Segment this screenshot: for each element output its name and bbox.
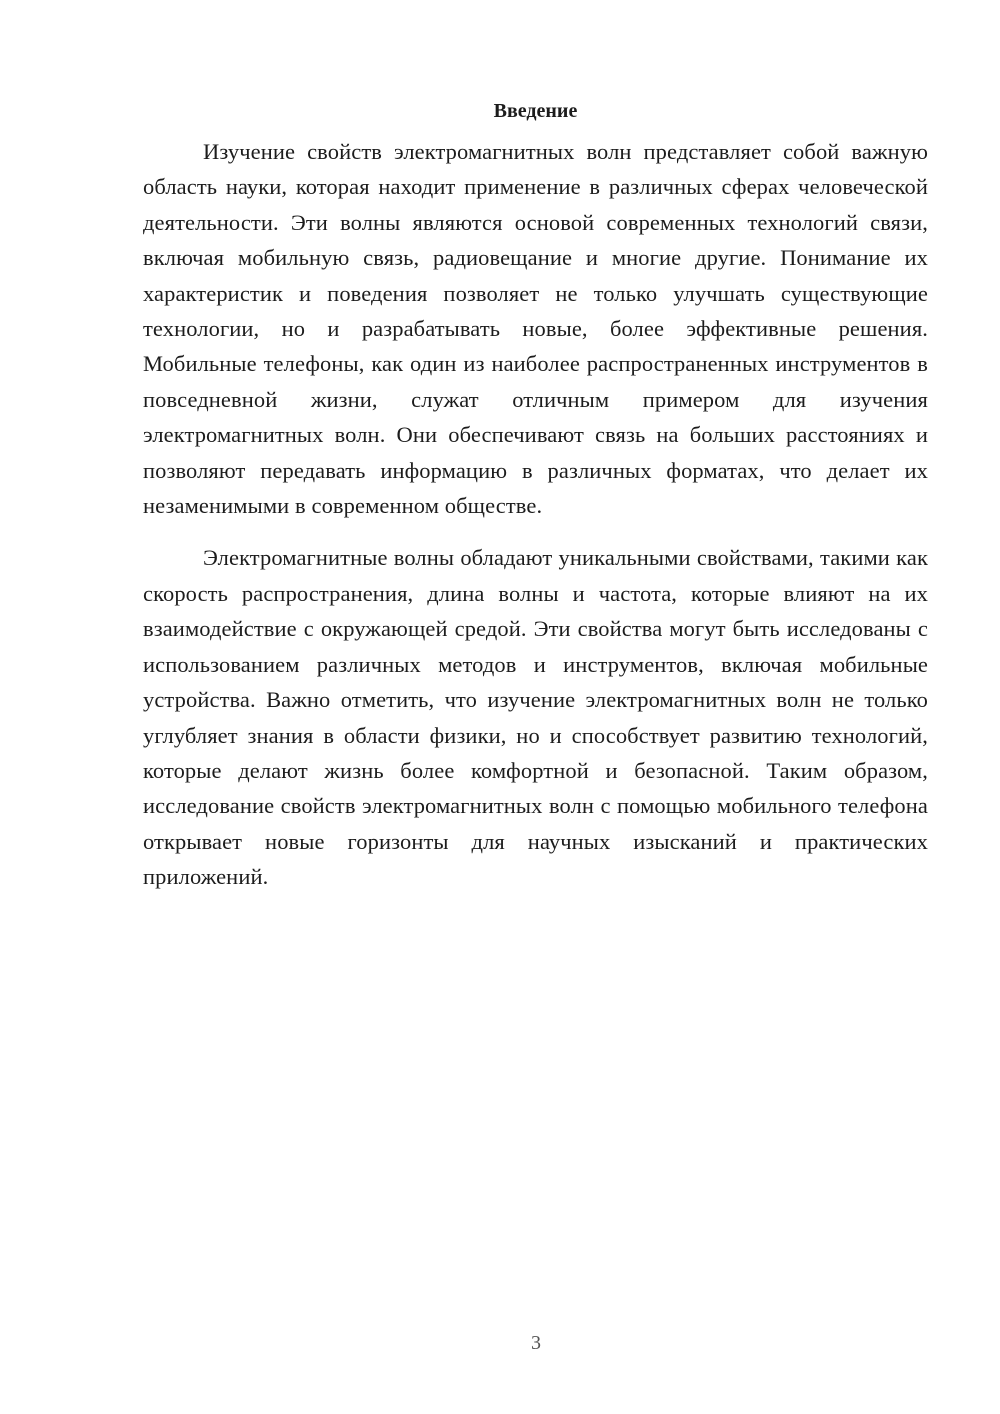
page-content bbox=[143, 96, 928, 895]
paragraph-1: Изучение свойств электромагнитных волн представляет собой важную область науки, которая находит применение в различных сферах человеческой деятельности. Эти волны являются основой современных технологий связи, включая мобильную связь, радиовещание и многие другие. Понимание их характеристик и поведения позволяет не только улучшать существующие технологии, но и разрабатывать новые, более эффективные решения. Мобильные телефоны, как один из наиболее распространенных инструментов в повседневной жизни, служат отличным примером для изучения электромагнитных волн. Они обеспечивают связь на больших расстояниях и позволяют передавать информацию в различных форматах, что делает их незаменимыми в современном обществе. bbox=[143, 139, 928, 519]
paragraph-2: Электромагнитные волны обладают уникальными свойствами, такими как скорость распространения, длина волны и частота, которые влияют на их взаимодействие с окружающей средой. Эти свойства могут быть исследованы с использованием различных методов и инструментов, включая мобильные устройства. Важно отметить, что изучение электромагнитных волн не только углубляет знания в области физики, но и способствует развитию технологий, которые делают жизнь более комфортной и безопасной. Таким образом, исследование свойств электромагнитных волн с помощью мобильного телефона открывает новые горизонты для научных изысканий и практических приложений. bbox=[143, 545, 928, 890]
page-number: 3 bbox=[531, 1332, 541, 1354]
section-title: Введение bbox=[493, 100, 578, 122]
